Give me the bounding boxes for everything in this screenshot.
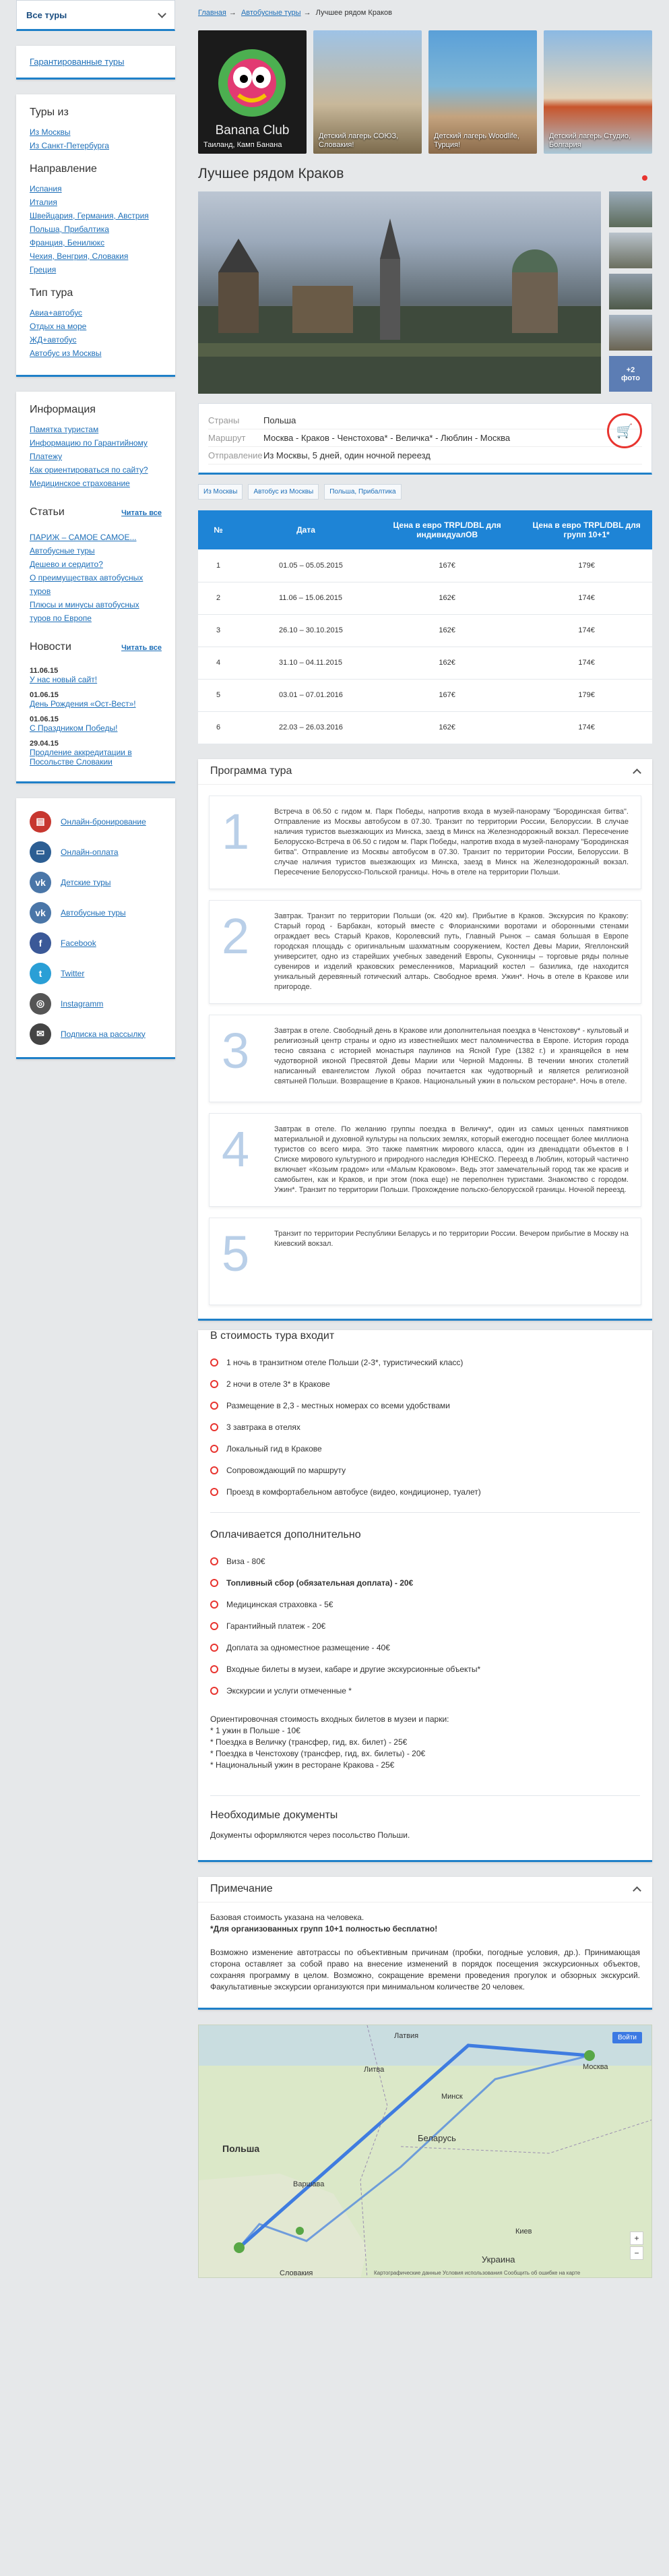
social-link[interactable] <box>30 897 162 928</box>
information-item <box>30 436 162 463</box>
direction-heading: Направление <box>30 163 97 175</box>
zoom-in-button[interactable]: + <box>630 2231 643 2245</box>
tour-tags <box>198 484 652 500</box>
day-number: 2 <box>222 907 250 964</box>
information-link[interactable]: Памятка туристам <box>30 425 99 434</box>
day-text: Завтрак в отеле. Свободный день в Кракове или дополнительная поездка в Ченстохову* - культовый и религиозный центр страны и одно из известнейших мест паломничества в Европе. История города тесно связана с историей монастыря паулинов на Ясной Гуре (1382 г.) и хранящейся в нем чудотворной иконой Пресвятой Девы Марии или Черной Мадонны. В течении многих столетий написанный евангелистом Лукой образ почитается как чудотворный и является религиозной святыней Польши. Возвращение в Краков. Национальный ужин в польском ресторане*. Ночь в отеле. <box>274 1026 629 1085</box>
row-date: 11.06 – 15.06.2015 <box>238 582 373 614</box>
included-item <box>210 1395 640 1416</box>
program-day <box>209 1015 641 1102</box>
article-link[interactable]: Автобусные туры <box>30 546 95 556</box>
direction-item <box>30 236 162 249</box>
twitter-icon: t <box>30 963 51 984</box>
row-number: 3 <box>198 614 238 647</box>
article-link[interactable]: ПАРИЖ – САМОЕ САМОЕ... <box>30 533 137 542</box>
route-row <box>208 429 642 447</box>
bullet-icon <box>210 1557 218 1565</box>
news-item <box>30 740 162 767</box>
map-label: Киев <box>515 2227 532 2236</box>
row-date: 31.10 – 04.11.2015 <box>238 647 373 679</box>
included-list <box>198 1346 652 1503</box>
tour-type-list <box>30 306 162 360</box>
price-row[interactable] <box>198 647 652 679</box>
row-price-individual: 167€ <box>373 549 521 582</box>
program-title: Программа тура <box>210 765 292 777</box>
promo-card[interactable] <box>198 30 307 154</box>
tour-type-link[interactable]: Отдых на море <box>30 322 87 331</box>
direction-list <box>30 182 162 276</box>
extra-item <box>210 1572 640 1594</box>
social-label[interactable]: Facebook <box>61 938 96 948</box>
social-link[interactable] <box>30 988 162 1019</box>
price-row[interactable] <box>198 679 652 711</box>
news-heading: Новости <box>30 641 71 653</box>
bullet-icon <box>210 1445 218 1453</box>
direction-item <box>30 182 162 196</box>
row-number: 4 <box>198 647 238 679</box>
promo-caption: Детский лагерь Woodlife, Турция! <box>434 132 519 149</box>
social-link[interactable] <box>30 928 162 958</box>
more-photos-label: фото <box>621 373 640 382</box>
map-login-button[interactable]: Войти <box>612 2032 642 2043</box>
map-label: Украина <box>482 2254 515 2265</box>
social-link[interactable] <box>30 806 162 837</box>
program-section <box>198 759 652 1321</box>
day-text: Завтрак. Транзит по территории Польши (ок. 420 км). Прибытие в Краков. Экскурсия по Кракову: Старый город - Барбакан, который вместе с Флорианскими воротами и оборонными стенами ограждает весь Старый Краков, Королевский путь, Главный Рынок – самая большая в Европе городская площадь с оригинальным шахматным сооружением, Костел Девы Марии, Ягеллонский университет, одно из старейших учебных заведений Европы, Суконницы – торговые ряды полные сувениров и изделий краковских ремесленников, Мариацкий костел – базилика, где находится уникальный деревянный готический алтарь. Свободное время. Ужин*. Ночь в отеле в Кракове или пригороде. <box>274 911 629 991</box>
program-day <box>209 1113 641 1207</box>
extra-text: Гарантийный платеж - 20€ <box>226 1621 326 1631</box>
row-date: 26.10 – 30.10.2015 <box>238 614 373 647</box>
promo-caption: Таиланд, Камп Банана <box>203 141 282 149</box>
promo-card[interactable] <box>428 30 537 154</box>
extra-note-line: Ориентировочная стоимость входных билетов в музеи и парки: <box>210 1714 449 1724</box>
divider <box>210 1512 640 1513</box>
included-text: 3 завтрака в отелях <box>226 1422 300 1432</box>
carousel-dot[interactable] <box>642 175 647 181</box>
tours-from-item <box>30 125 162 139</box>
direction-link[interactable]: Греция <box>30 265 57 274</box>
row-number: 6 <box>198 711 238 744</box>
social-link[interactable] <box>30 867 162 897</box>
extra-text: Топливный сбор (обязательная доплата) - 20€ <box>226 1578 414 1588</box>
bullet-icon <box>210 1665 218 1673</box>
bullet-icon <box>210 1579 218 1587</box>
row-price-individual: 162€ <box>373 711 521 744</box>
included-item <box>210 1352 640 1373</box>
vk-icon: vk <box>30 872 51 893</box>
remark-header[interactable] <box>198 1877 652 1903</box>
tour-type-item <box>30 306 162 320</box>
bullet-icon <box>210 1402 218 1410</box>
row-date: 03.01 – 07.01.2016 <box>238 679 373 711</box>
news-date: 29.04.15 <box>30 740 59 748</box>
tour-type-item <box>30 320 162 333</box>
social-label[interactable]: Instagramm <box>61 998 104 1009</box>
row-price-group: 174€ <box>521 582 652 614</box>
price-table-header <box>198 510 652 549</box>
documents-text: Документы оформляются через посольство Польши. <box>210 1830 410 1840</box>
direction-link[interactable]: Швейцария, Германия, Австрия <box>30 211 149 220</box>
price-row[interactable] <box>198 549 652 582</box>
article-link[interactable]: О преимуществах автобусных туров <box>30 573 144 596</box>
thumbnail[interactable] <box>609 191 652 227</box>
thumbnail[interactable] <box>609 315 652 351</box>
extra-text: Медицинская страховка - 5€ <box>226 1599 333 1609</box>
information-heading: Информация <box>30 404 96 415</box>
row-price-group: 174€ <box>521 614 652 647</box>
news-item <box>30 667 162 684</box>
chevron-down-icon <box>158 9 166 18</box>
information-item <box>30 477 162 490</box>
tour-type-link[interactable]: Автобус из Москвы <box>30 349 102 358</box>
direction-item <box>30 209 162 222</box>
row-date: 22.03 – 26.03.2016 <box>238 711 373 744</box>
col-date: Дата <box>238 510 373 549</box>
map-footer: Картографические данные Условия использования Сообщить об ошибке на карте <box>374 2269 581 2276</box>
bullet-icon <box>210 1488 218 1496</box>
bullet-icon <box>210 1358 218 1367</box>
bullet-icon <box>210 1423 218 1431</box>
included-text: Проезд в комфортабельном автобусе (видео, кондиционер, туалет) <box>226 1487 481 1497</box>
news-item <box>30 691 162 709</box>
row-price-group: 179€ <box>521 549 652 582</box>
cart-icon[interactable]: 🛒 <box>607 413 642 448</box>
article-item <box>30 571 162 598</box>
article-item <box>30 598 162 625</box>
row-price-group: 174€ <box>521 647 652 679</box>
included-item <box>210 1416 640 1438</box>
included-text: Локальный гид в Кракове <box>226 1443 322 1454</box>
route-label: Маршрут <box>208 433 246 443</box>
information-link[interactable]: Медицинское страхование <box>30 479 130 488</box>
article-link[interactable]: Плюсы и минусы автобусных туров по Европе <box>30 600 139 623</box>
social-label[interactable]: Подписка на рассылку <box>61 1029 146 1039</box>
map-label: Минск <box>441 2092 463 2101</box>
direction-link[interactable]: Франция, Бенилюкс <box>30 238 105 247</box>
tour-type-item <box>30 347 162 360</box>
direction-link[interactable]: Италия <box>30 198 57 207</box>
row-date: 01.05 – 05.05.2015 <box>238 549 373 582</box>
news-link[interactable]: День Рождения «Ост-Вест»! <box>30 699 136 709</box>
news-list <box>30 667 162 767</box>
city-skyline-image <box>198 191 601 394</box>
social-label[interactable]: Автобусные туры <box>61 907 126 918</box>
direction-link[interactable]: Польша, Прибалтика <box>30 224 109 234</box>
guaranteed-tours-link[interactable]: Гарантированные туры <box>30 57 125 67</box>
tours-select[interactable] <box>16 0 175 31</box>
news-item <box>30 715 162 733</box>
photo-gallery <box>198 191 652 394</box>
social-list <box>30 806 162 1049</box>
included-item <box>210 1373 640 1395</box>
social-label[interactable]: Онлайн-оплата <box>61 847 119 857</box>
bullet-icon <box>210 1380 218 1388</box>
day-number: 5 <box>222 1225 250 1282</box>
news-link[interactable]: Продление аккредитации в Посольстве Словакии <box>30 748 132 767</box>
social-link[interactable] <box>30 958 162 988</box>
bullet-icon <box>210 1600 218 1609</box>
included-heading: В стоимость тура входит <box>210 1329 335 1342</box>
tour-tag[interactable]: Польша, Прибалтика <box>324 484 401 500</box>
tour-tag[interactable]: Из Москвы <box>198 484 243 500</box>
row-price-group: 174€ <box>521 711 652 744</box>
tour-tag[interactable]: Автобус из Москвы <box>248 484 319 500</box>
extra-notes <box>198 1714 652 1771</box>
day-number: 1 <box>222 803 250 860</box>
main-content <box>198 0 652 2278</box>
article-item <box>30 544 162 558</box>
col-price-group: Цена в евро TRPL/DBL для групп 10+1* <box>521 510 652 549</box>
news-read-all-link[interactable]: Читать все <box>121 644 162 652</box>
book-icon: ▤ <box>30 811 51 833</box>
tours-from-link[interactable]: Из Санкт-Петербурга <box>30 141 109 150</box>
article-item <box>30 558 162 571</box>
bullet-icon <box>210 1466 218 1474</box>
promo-caption: Детский лагерь Студио, Болгария <box>549 132 631 149</box>
tours-select-label: Все туры <box>26 9 67 20</box>
card-icon: ▭ <box>30 841 51 863</box>
included-text: Сопровождающий по маршруту <box>226 1465 346 1475</box>
promo-brand: Banana Club <box>215 123 290 138</box>
tour-type-link[interactable]: ЖД+автобус <box>30 335 77 345</box>
social-link[interactable] <box>30 837 162 867</box>
extra-item <box>210 1594 640 1615</box>
day-number: 3 <box>222 1022 250 1079</box>
bullet-icon <box>210 1622 218 1630</box>
row-price-group: 179€ <box>521 679 652 711</box>
breadcrumb-home[interactable]: Главная <box>198 9 226 17</box>
map-label: Латвия <box>394 2031 419 2040</box>
information-link[interactable]: Информацию по Гарантийному Платежу <box>30 438 148 461</box>
program-day <box>209 900 641 1004</box>
breadcrumb-current: Лучшее рядом Краков <box>315 9 392 17</box>
included-text: 2 ночи в отеле 3* в Кракове <box>226 1379 330 1389</box>
bullet-icon <box>210 1644 218 1652</box>
cost-section <box>198 1330 652 1862</box>
extra-note-line: * Поездка в Ченстохову (трансфер, гид, вх. билеты) - 20€ <box>210 1748 426 1758</box>
route-map[interactable] <box>198 2025 652 2278</box>
row-number: 2 <box>198 582 238 614</box>
news-date: 11.06.15 <box>30 667 59 675</box>
promo-carousel <box>198 30 652 154</box>
included-text: Размещение в 2,3 - местных номерах со всеми удобствами <box>226 1400 451 1410</box>
price-row[interactable] <box>198 711 652 744</box>
news-date: 01.06.15 <box>30 691 59 699</box>
tours-from-heading: Туры из <box>30 107 69 118</box>
extra-item <box>210 1615 640 1637</box>
map-label: Польша <box>222 2143 260 2154</box>
articles-list <box>30 531 162 625</box>
extra-note-line: * 1 ужин в Польше - 10€ <box>210 1725 300 1735</box>
remark-text: Возможно изменение автотрассы по объективным причинам (пробки, погодные условия, др.). Принимающая сторона оставляет за собой право на внесение изменений в порядок посещения экскурсионных объектов, сохраняя программу в целом. Возможно, сокращение времени проведения прогулок и обзорных экскурсий. Факультативные экскурсии организуются при минимальном количестве 20 человек. <box>210 1947 640 1991</box>
row-price-individual: 162€ <box>373 647 521 679</box>
program-days <box>198 796 652 1305</box>
price-table <box>198 510 652 744</box>
col-price-individual: Цена в евро TRPL/DBL для индивидуалОВ <box>373 510 521 549</box>
row-price-individual: 162€ <box>373 582 521 614</box>
extra-item <box>210 1551 640 1572</box>
price-row[interactable] <box>198 582 652 614</box>
tour-type-link[interactable]: Авиа+автобус <box>30 308 83 318</box>
col-number: № <box>198 510 238 549</box>
extra-item <box>210 1680 640 1702</box>
article-item <box>30 531 162 544</box>
departure-value: Из Москвы, 5 дней, один ночной переезд <box>263 450 431 460</box>
social-label[interactable]: Twitter <box>61 968 85 978</box>
information-link[interactable]: Как ориентироваться по сайту? <box>30 465 148 475</box>
map-label: Беларусь <box>418 2132 456 2143</box>
social-panel <box>16 798 175 1059</box>
map-label: Словакия <box>280 2269 313 2277</box>
map-label: Литва <box>364 2065 385 2074</box>
tours-from-link[interactable]: Из Москвы <box>30 127 71 137</box>
country-row <box>208 412 642 429</box>
documents-heading: Необходимые документы <box>210 1809 338 1821</box>
departure-row <box>208 447 642 465</box>
map-label: Варшава <box>293 2180 325 2188</box>
remark-title: Примечание <box>210 1883 273 1894</box>
photo-thumbnails <box>609 191 652 394</box>
extra-text: Входные билеты в музеи, кабаре и другие экскурсионные объекты* <box>226 1664 481 1674</box>
breadcrumb: Главная → Автобусные туры → Лучшее рядом Краков <box>198 9 392 17</box>
departure-label: Отправление <box>208 450 263 460</box>
divider <box>210 1795 640 1796</box>
tours-from-list <box>30 125 162 152</box>
more-photos-button[interactable] <box>609 356 652 392</box>
facebook-icon: f <box>30 932 51 954</box>
day-text: Транзит по территории Республики Беларусь и по территории России. Вечером прибытие в Москву на Киевский вокзал. <box>274 1229 629 1248</box>
extra-item <box>210 1658 640 1680</box>
thumbnail[interactable] <box>609 274 652 309</box>
articles-heading: Статьи <box>30 506 65 518</box>
day-number: 4 <box>222 1120 250 1177</box>
map-label: Москва <box>583 2062 608 2071</box>
extra-note-line: * Национальный ужин в ресторане Кракова - 25€ <box>210 1760 395 1770</box>
chevron-up-icon <box>633 769 641 777</box>
country-label: Страны <box>208 415 240 425</box>
social-label[interactable]: Детские туры <box>61 877 111 887</box>
breadcrumb-bus-tours[interactable]: Автобусные туры <box>241 9 301 17</box>
main-photo[interactable] <box>198 191 601 394</box>
row-number: 5 <box>198 679 238 711</box>
sidebar <box>16 0 175 1074</box>
bullet-icon <box>210 1687 218 1695</box>
news-link[interactable]: У нас новый сайт! <box>30 675 98 684</box>
social-link[interactable] <box>30 1019 162 1049</box>
tours-from-item <box>30 139 162 152</box>
news-link[interactable]: С Праздником Победы! <box>30 723 118 733</box>
filter-panel <box>16 94 175 377</box>
guaranteed-panel <box>16 46 175 80</box>
extra-list <box>198 1545 652 1702</box>
information-item <box>30 463 162 477</box>
row-price-individual: 162€ <box>373 614 521 647</box>
news-date: 01.06.15 <box>30 715 59 723</box>
remark-line1: Базовая стоимость указана на человека. <box>210 1912 364 1922</box>
included-item <box>210 1438 640 1460</box>
instagram-icon: ◎ <box>30 993 51 1015</box>
remark-line2: *Для организованных групп 10+1 полностью бесплатно! <box>210 1923 438 1934</box>
extra-heading: Оплачивается дополнительно <box>210 1528 361 1540</box>
program-day <box>209 796 641 889</box>
tour-type-item <box>30 333 162 347</box>
route-value: Москва - Краков - Ченстохова* - Величка* - Люблин - Москва <box>263 433 511 443</box>
day-text: Встреча в 06.50 с гидом м. Парк Победы, напротив входа в музей-панораму "Бородинская битва". Отправление из Москвы автобусом в 07.30. Транзит по территории России, Белоруссии. В случае наличия туристов выезжающих из Минска, заезд в Минск на Железнодорожный вокзал. Пересечение Белорусско-Встреча в 06.50 с гидом м. Парк Победы, напротив входа в музей-панораму "Бородинская битва". Отправление из Москвы автобусом в 07.30. Транзит по территории России, Белоруссии. В случае наличия туристов выезжающих из Минска, заезд в Минск на Железнодорожный вокзал. Пересечение Белорусско-Польской границы. Ночь в отеле на территории Польши. <box>274 807 629 876</box>
page-title: Лучшее рядом Краков <box>198 166 344 181</box>
article-link[interactable]: Дешево и сердито? <box>30 560 103 569</box>
direction-item <box>30 222 162 236</box>
direction-link[interactable]: Чехия, Венгрия, Словакия <box>30 251 129 261</box>
information-item <box>30 423 162 436</box>
extra-text: Доплата за одноместное размещение - 40€ <box>226 1642 390 1652</box>
info-panel <box>16 392 175 783</box>
day-text: Завтрак в отеле. По желанию группы поездка в Величку*, один из самых ценных памятников материальной и духовной культуры на польских землях, который ежегодно посещает более миллиона туристов со всего мира. Это также памятник мирового класса, один из двенадцати объектов в I Списке мирового культурного и природного наследия ЮНЕСКО. Переезд в Люблин, который частично включает «Козьим градом» или «Малым Краковом». Ведь этот замечательный город так же красив и самобытен, как и Краков, и при этом (пока еще) не переполнен туристами. Знакомство с городом. Ужин*. Транзит по территории Польши. Прохождение польско-белорусской границы. Ночной переезд. <box>274 1125 629 1194</box>
articles-read-all-link[interactable]: Читать все <box>121 509 162 517</box>
price-row[interactable] <box>198 614 652 647</box>
direction-item <box>30 196 162 209</box>
promo-card[interactable] <box>544 30 652 154</box>
thumbnail[interactable] <box>609 233 652 268</box>
more-photos-count: +2 <box>626 365 635 374</box>
promo-caption: Детский лагерь СОЮЗ, Словакия! <box>319 132 399 149</box>
promo-card[interactable] <box>313 30 422 154</box>
tour-info-card <box>198 403 652 475</box>
extra-text: Виза - 80€ <box>226 1556 265 1566</box>
direction-link[interactable]: Испания <box>30 184 62 193</box>
included-item <box>210 1481 640 1503</box>
program-header[interactable] <box>198 759 652 785</box>
extra-text: Экскурсии и услуги отмеченные * <box>226 1685 352 1696</box>
remark-section <box>198 1877 652 2010</box>
zoom-out-button[interactable]: − <box>630 2246 643 2260</box>
included-text: 1 ночь в транзитном отеле Польши (2-3*, туристический класс) <box>226 1357 464 1367</box>
mail-icon: ✉ <box>30 1023 51 1045</box>
vk-icon: vk <box>30 902 51 924</box>
row-number: 1 <box>198 549 238 582</box>
chevron-up-icon <box>633 1886 641 1895</box>
social-label[interactable]: Онлайн-бронирование <box>61 816 146 827</box>
extra-item <box>210 1637 640 1658</box>
extra-note-line: * Поездка в Величку (трансфер, гид, вх. билет) - 25€ <box>210 1737 408 1747</box>
row-price-individual: 167€ <box>373 679 521 711</box>
tour-type-heading: Тип тура <box>30 287 73 299</box>
country-value: Польша <box>263 415 296 425</box>
direction-item <box>30 263 162 276</box>
program-day <box>209 1218 641 1305</box>
direction-item <box>30 249 162 263</box>
information-list <box>30 423 162 490</box>
included-item <box>210 1460 640 1481</box>
